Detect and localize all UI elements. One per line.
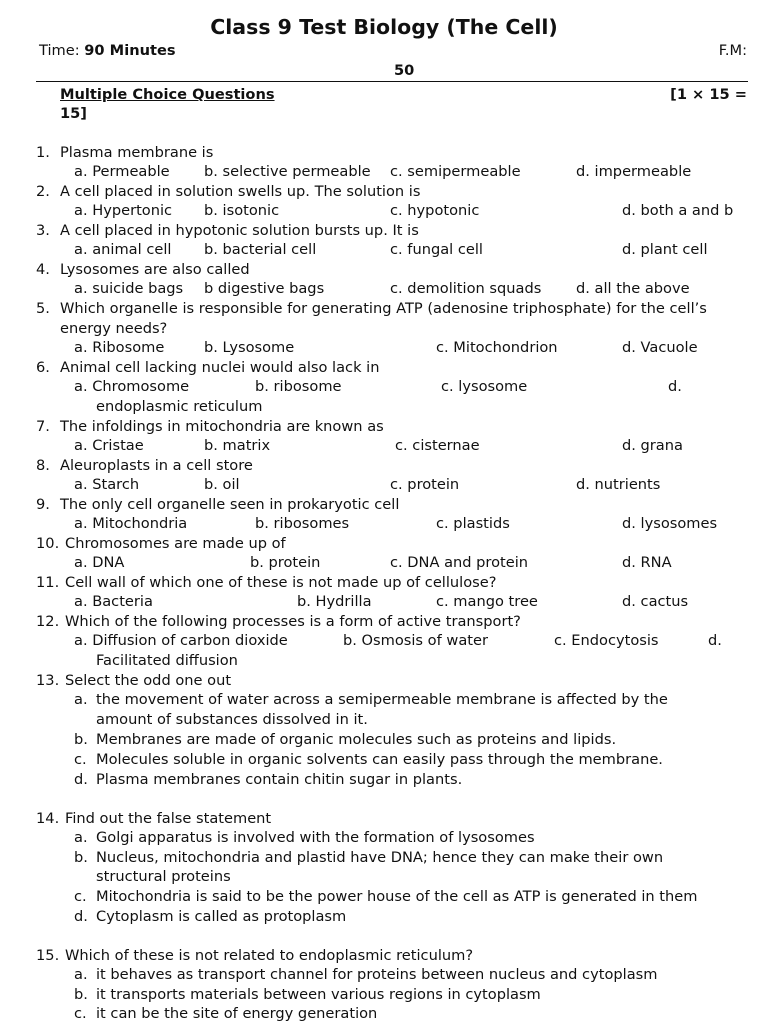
list-item: Membranes are made of organic molecules such as proteins and lipids. <box>96 731 617 748</box>
option: b. isotonic <box>204 202 280 219</box>
option: a. suicide bags <box>74 280 184 297</box>
option: d. all the above <box>576 280 690 297</box>
list-marker: d. <box>74 908 88 925</box>
option: a. Hypertonic <box>74 202 173 219</box>
option: a. Cristae <box>74 437 144 454</box>
list-marker: c. <box>74 888 87 905</box>
option: c. hypotonic <box>390 202 480 219</box>
option: c. cisternae <box>395 437 480 454</box>
option: a. Ribosome <box>74 339 165 356</box>
question-number: 4. <box>36 261 50 278</box>
question-number: 14. <box>36 810 60 827</box>
question-number: 12. <box>36 613 60 630</box>
list-marker: b. <box>74 849 88 866</box>
list-item: it behaves as transport channel for proteins between nucleus and cytoplasm <box>96 966 658 983</box>
time-line <box>39 42 176 59</box>
list-item: it can be the site of energy generation <box>96 1005 378 1022</box>
question-number: 7. <box>36 418 50 435</box>
question-text: Cell wall of which one of these is not made up of cellulose? <box>65 574 497 591</box>
question-text-cont: energy needs? <box>60 320 168 337</box>
option: b. ribosomes <box>255 515 350 532</box>
option: d. impermeable <box>576 163 692 180</box>
option: c. lysosome <box>441 378 528 395</box>
option: b. protein <box>250 554 321 571</box>
list-item: structural proteins <box>96 868 231 885</box>
question-text: Aleuroplasts in a cell store <box>60 457 253 474</box>
option: b digestive bags <box>204 280 325 297</box>
question-number: 2. <box>36 183 50 200</box>
page-title: Class 9 Test Biology (The Cell) <box>210 15 558 39</box>
time-label: Time: <box>39 42 80 59</box>
option: d. lysosomes <box>622 515 718 532</box>
option: a. Starch <box>74 476 140 493</box>
option: d. grana <box>622 437 683 454</box>
question-text: Which of these is not related to endoplasmic reticulum? <box>65 947 474 964</box>
list-item: Molecules soluble in organic solvents can easily pass through the membrane. <box>96 751 663 768</box>
option: b. bacterial cell <box>204 241 317 258</box>
question-text: The infoldings in mitochondria are known as <box>60 418 384 435</box>
section-title: Multiple Choice Questions <box>60 86 275 103</box>
option: d. <box>708 632 722 649</box>
section-marks-cont: 15] <box>60 105 87 122</box>
option: c. fungal cell <box>390 241 483 258</box>
list-marker: c. <box>74 751 87 768</box>
option: d. <box>668 378 682 395</box>
fm-value: 50 <box>394 62 415 79</box>
question-number: 15. <box>36 947 60 964</box>
list-item: it transports materials between various regions in cytoplasm <box>96 986 541 1003</box>
option: a. Permeable <box>74 163 170 180</box>
option: a. DNA <box>74 554 125 571</box>
option: c. semipermeable <box>390 163 521 180</box>
question-text: A cell placed in solution swells up. The solution is <box>60 183 421 200</box>
question-text: Which of the following processes is a form of active transport? <box>65 613 521 630</box>
option: b. Lysosome <box>204 339 295 356</box>
question-text: A cell placed in hypotonic solution bursts up. It is <box>60 222 419 239</box>
option: b. matrix <box>204 437 271 454</box>
list-marker: a. <box>74 829 88 846</box>
option: b. oil <box>204 476 240 493</box>
list-marker: a. <box>74 966 88 983</box>
header-divider <box>36 81 748 82</box>
option: d. nutrients <box>576 476 661 493</box>
time-value: 90 Minutes <box>84 42 176 59</box>
question-text: Plasma membrane is <box>60 144 214 161</box>
option-cont: endoplasmic reticulum <box>96 398 263 415</box>
question-number: 5. <box>36 300 50 317</box>
list-item: Nucleus, mitochondria and plastid have DNA; hence they can make their own <box>96 849 664 866</box>
option: d. plant cell <box>622 241 708 258</box>
question-text: Which organelle is responsible for generating ATP (adenosine triphosphate) for the cell’s <box>60 300 707 317</box>
question-text: Select the odd one out <box>65 672 232 689</box>
list-marker: b. <box>74 986 88 1003</box>
option: c. mango tree <box>436 593 538 610</box>
option: c. DNA and protein <box>390 554 529 571</box>
list-item: Golgi apparatus is involved with the formation of lysosomes <box>96 829 535 846</box>
list-item: Mitochondria is said to be the power house of the cell as ATP is generated in them <box>96 888 698 905</box>
question-number: 6. <box>36 359 50 376</box>
option: b. selective permeable <box>204 163 371 180</box>
option: a. Chromosome <box>74 378 190 395</box>
option: d. RNA <box>622 554 672 571</box>
option: a. Diffusion of carbon dioxide <box>74 632 288 649</box>
question-number: 8. <box>36 457 50 474</box>
option: b. Hydrilla <box>297 593 372 610</box>
option: c. plastids <box>436 515 510 532</box>
section-marks: [1 × 15 = <box>670 86 747 103</box>
question-text: Animal cell lacking nuclei would also lack in <box>60 359 380 376</box>
question-text: Chromosomes are made up of <box>65 535 286 552</box>
option-cont: Facilitated diffusion <box>96 652 238 669</box>
question-text: The only cell organelle seen in prokaryotic cell <box>60 496 400 513</box>
list-item: Plasma membranes contain chitin sugar in plants. <box>96 771 463 788</box>
list-marker: c. <box>74 1005 87 1022</box>
question-number: 3. <box>36 222 50 239</box>
option: d. cactus <box>622 593 689 610</box>
question-number: 13. <box>36 672 60 689</box>
option: c. Mitochondrion <box>436 339 558 356</box>
fm-label: F.M: <box>718 42 747 59</box>
question-number: 9. <box>36 496 50 513</box>
question-number: 1. <box>36 144 50 161</box>
option: a. Bacteria <box>74 593 153 610</box>
question-text: Find out the false statement <box>65 810 272 827</box>
question-number: 11. <box>36 574 60 591</box>
list-marker: b. <box>74 731 88 748</box>
list-item: amount of substances dissolved in it. <box>96 711 368 728</box>
question-text: Lysosomes are also called <box>60 261 250 278</box>
option: b. ribosome <box>255 378 342 395</box>
option: a. Mitochondria <box>74 515 188 532</box>
option: c. Endocytosis <box>554 632 659 649</box>
list-item: the movement of water across a semipermeable membrane is affected by the <box>96 691 668 708</box>
list-marker: d. <box>74 771 88 788</box>
list-item: Cytoplasm is called as protoplasm <box>96 908 347 925</box>
option: b. Osmosis of water <box>343 632 488 649</box>
option: a. animal cell <box>74 241 172 258</box>
question-number: 10. <box>36 535 60 552</box>
option: d. both a and b <box>622 202 734 219</box>
option: c. demolition squads <box>390 280 542 297</box>
option: c. protein <box>390 476 460 493</box>
option: d. Vacuole <box>622 339 698 356</box>
list-marker: a. <box>74 691 88 708</box>
